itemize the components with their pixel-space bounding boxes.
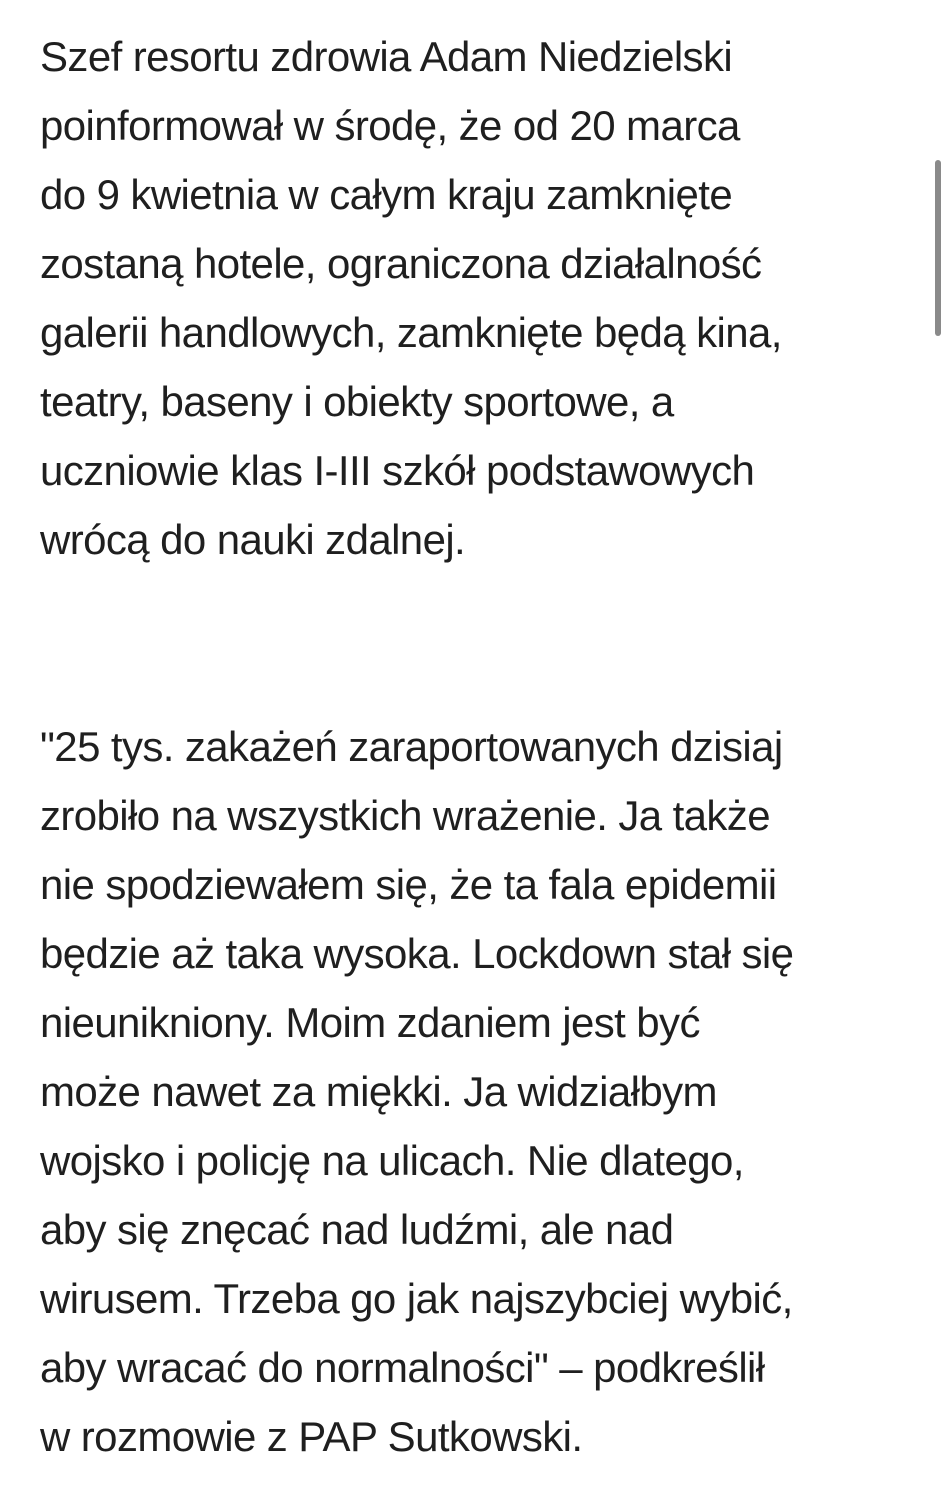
paragraph-2-quote	[40, 712, 920, 1471]
text-line: nieunikniony. Moim zdaniem jest być	[40, 999, 700, 1046]
text-line: nie spodziewałem się, że ta fala epidemii	[40, 861, 777, 908]
text-line: teatry, baseny i obiekty sportowe, a	[40, 378, 674, 425]
text-line: galerii handlowych, zamknięte będą kina,	[40, 309, 782, 356]
text-line: aby wracać do normalności" – podkreślił	[40, 1344, 765, 1391]
text-line: zostaną hotele, ograniczona działalność	[40, 240, 762, 287]
text-line: do 9 kwietnia w całym kraju zamknięte	[40, 171, 733, 218]
text-line: wojsko i policję na ulicach. Nie dlatego,	[40, 1137, 744, 1184]
vertical-scrollbar[interactable]	[935, 160, 941, 336]
text-line: w rozmowie z PAP Sutkowski.	[40, 1413, 583, 1460]
paragraph-spacer	[40, 574, 920, 712]
text-line: poinformował w środę, że od 20 marca	[40, 102, 740, 149]
text-line: może nawet za miękki. Ja widziałbym	[40, 1068, 717, 1115]
text-line: wrócą do nauki zdalnej.	[40, 516, 466, 563]
text-line: "25 tys. zakażeń zaraportowanych dzisiaj	[40, 723, 783, 770]
text-line: wirusem. Trzeba go jak najszybciej wybić,	[40, 1275, 793, 1322]
text-line: aby się znęcać nad ludźmi, ale nad	[40, 1206, 674, 1253]
paragraph-1	[40, 22, 920, 574]
text-line: Szef resortu zdrowia Adam Niedzielski	[40, 33, 733, 80]
text-line: będzie aż taka wysoka. Lockdown stał się	[40, 930, 794, 977]
text-line: zrobiło na wszystkich wrażenie. Ja także	[40, 792, 770, 839]
text-line: uczniowie klas I-III szkół podstawowych	[40, 447, 755, 494]
article-body	[40, 22, 920, 1471]
